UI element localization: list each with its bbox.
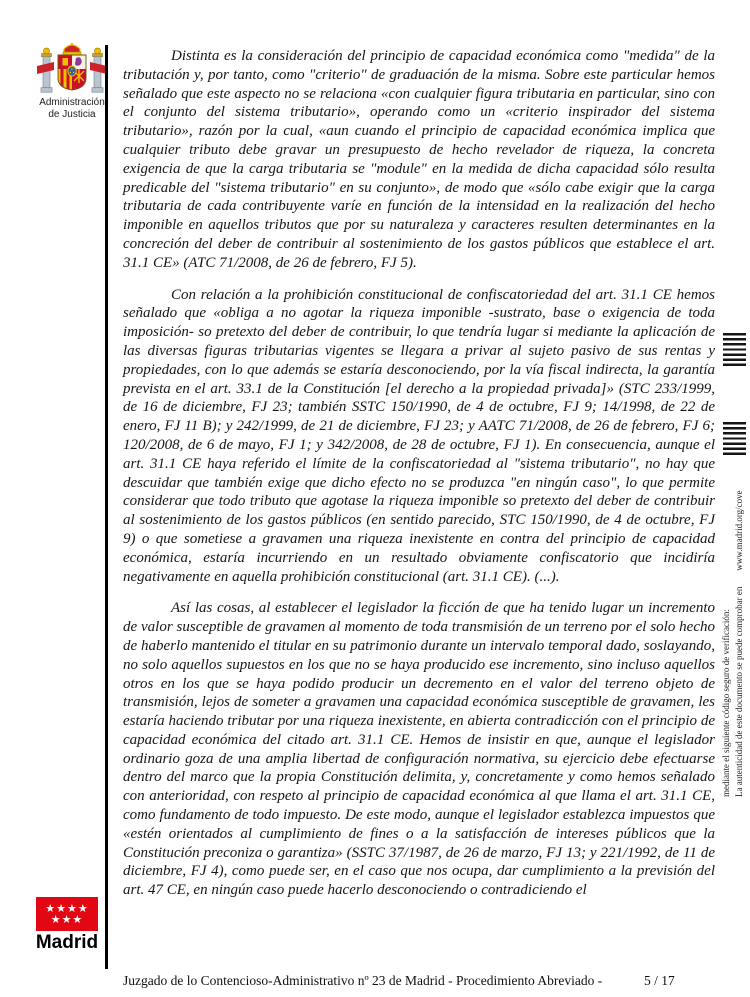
verification-note-url: www.madrid.org/cove: [734, 490, 744, 571]
madrid-stars-row-2: ★★★: [50, 913, 84, 926]
madrid-flag-icon: [36, 897, 98, 931]
paragraph-capacidad-economica: Distinta es la consideración del principio de capacidad económica como "medida" de la tributación y, por tanto, como "criterio" de graduación de la misma. Sobre este particular hemos señalado que este aspecto no se relaciona «con cualquier figura tributaria en particular, sino con el conjunto del sistema tributario», operando como un «criterio inspirador del sistema tributario», razón por la cual, «aun cuando el principio de capacidad económica implica que cualquier tributo debe gravar un presupuesto de hecho revelador de riqueza, la concreta exigencia de que la carga tributaria se "module" en la medida de dicha capacidad sólo resulta predicable del "sistema tributario" en su conjunto», de modo que «sólo cabe exigir que la carga tributaria de cada contribuyente varíe en función de la intensidad en la realización del hecho imponible en aquellos tributos que por su naturaleza y caracteres resulten determinantes en la concreción del deber de contribuir al sostenimiento de los gastos públicos que establece el art. 31.1 CE» (ATC 71/2008, de 26 de febrero, FJ 5).: [123, 48, 715, 271]
verification-note-line-2: mediante el siguiente código seguro de verificación:: [721, 609, 731, 797]
madrid-stars-row-1: ★★★★: [45, 902, 89, 915]
paragraph-ficcion-legislador: Así las cosas, al establecer el legislador la ficción de que ha tenido lugar un incremento de valor susceptible de gravamen al momento de toda transmisión de un terreno por el solo hecho de haberlo mantenido el titular en su patrimonio durante un intervalo temporal dado, soslayando, no solo aquellos supuestos en los que no se haya producido ese incremento, sino incluso aquellos otros en los que se haya podido producir un decremento en el valor del terreno objeto de transmisión, lejos de someter a gravamen una capacidad económica susceptible de gravamen, les estaría haciendo tributar por una riqueza inexistente, en abierta contradicción con el principio de capacidad económica del citado art. 31.1 CE. Hemos de insistir en que, aunque el legislador ordinario goza de una amplia libertad de configuración normativa, su ejercicio debe efectuarse dentro del marco que la propia Constitución delimita, y, concretamente y como hemos señalado con anterioridad, con respeto al principio de capacidad económica al que llama el art. 31.1 CE, como fundamento de todo impuesto. De este modo, aunque el legislador establezca impuestos que «estén orientados al cumplimiento de fines o a la satisfacción de intereses públicos que la Constitución preconiza o garantiza» (SSTC 37/1987, de 26 de marzo, FJ 13; y 221/1992, de 11 de diciembre, FJ 4), como puede ser, en el caso que nos ocupa, dar cumplimiento a la previsión del art. 47 CE, en ningún caso puede hacerlo desconociendo o contradiciendo el: [123, 600, 715, 899]
left-margin-rule: [105, 45, 108, 969]
document-body: [123, 47, 715, 913]
verification-note-text: La autenticidad de este documento se puede comprobar en: [734, 586, 744, 797]
footer-page-indicator: 5 / 17: [644, 973, 675, 988]
verification-barcode-icon: [723, 422, 746, 455]
spain-coat-of-arms-icon: [36, 40, 108, 98]
caption-line-2: de Justicia: [48, 108, 96, 120]
verification-note-line-1: [733, 490, 745, 797]
madrid-logo-label: Madrid: [35, 932, 99, 953]
verification-barcode-icon: [723, 333, 746, 368]
paragraph-confiscatoriedad: Con relación a la prohibición constitucional de confiscatoriedad del art. 31.1 CE hemos señalado que «obliga a no agotar la riqueza imponible -sustrato, base o exigencia de toda imposición- so pretexto del deber de contribuir, lo que tendría lugar si mediante la aplicación de las diversas figuras tributarias vigentes se llegara a privar al sujeto pasivo de sus rentas y propiedades, con lo que además se estaría desconociendo, por la vía fiscal indirecta, la garantía prevista en el art. 33.1 de la Constitución [el derecho a la propiedad privada]» (STC 233/1999, de 16 de diciembre, FJ 23; también SSTC 150/1990, de 4 de octubre, FJ 9; 14/1998, de 22 de enero, FJ 11 B); y 242/1999, de 21 de diciembre, FJ 23; y AATC 71/2008, de 26 de febrero, FJ 6; 120/2008, de 6 de mayo, FJ 1; y 342/2008, de 28 de octubre, FJ 1). En consecuencia, aunque el art. 31.1 CE haya referido el límite de la confiscatoriedad al "sistema tributario", no hay que descuidar que también exige que dicho efecto no se produzca "en ningún caso", lo que permite considerar que todo tributo que agotase la riqueza imponible so pretexto del deber de contribuir al sostenimiento de los gastos públicos (en sentido parecido, STC 150/1990, de 4 de octubre, FJ 9) o que sometiese a gravamen una riqueza inexistente en contra del principio de capacidad económica, estaría incurriendo en un resultado obviamente confiscatorio que incidiría negativamente en aquella prohibición constitucional (art. 31.1 CE). (...).: [123, 286, 715, 585]
footer-court-label: Juzgado de lo Contencioso-Administrativo nº 23 de Madrid - Procedimiento Abreviado -: [123, 973, 603, 988]
caption-line-1: Administración: [39, 97, 105, 108]
